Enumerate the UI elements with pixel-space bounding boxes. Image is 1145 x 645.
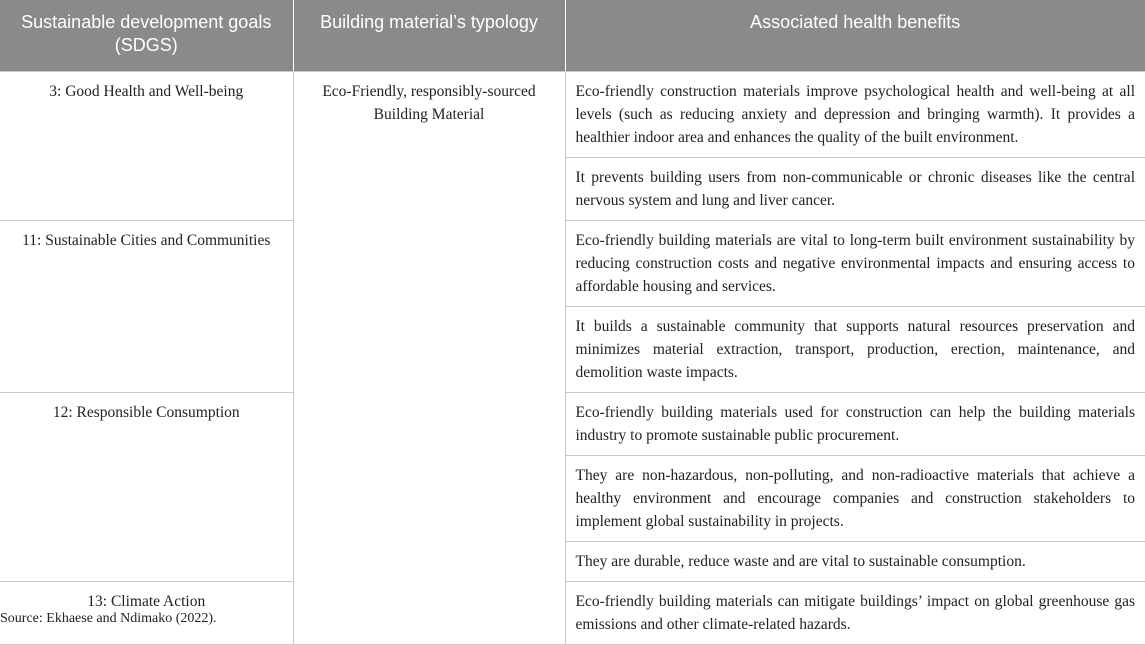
goal-cell: 12: Responsible Consumption	[0, 392, 293, 581]
benefit-cell: Eco-friendly construction materials improve psychological health and well-being at all levels (such as reducing anxiety and depression and bringing warmth). It provides a healthier indoor area and enhances the quality of the built environment.	[565, 71, 1145, 157]
header-sdg: Sustainable development goals (SDGS)	[0, 0, 293, 71]
source-note: Source: Ekhaese and Ndimako (2022).	[0, 611, 217, 626]
benefit-cell: They are non-hazardous, non-polluting, and non-radioactive materials that achieve a healthy environment and encourage companies and construction stakeholders to implement global sustainability in projects.	[565, 455, 1145, 541]
benefit-cell: It builds a sustainable community that supports natural resources preservation and minimizes material extraction, transport, production, erection, maintenance, and demolition waste impacts.	[565, 306, 1145, 392]
header-benefits: Associated health benefits	[565, 0, 1145, 71]
table-row	[0, 71, 1145, 157]
header-row	[0, 0, 1145, 71]
typology-cell: Eco-Friendly, responsibly-sourced Building Material	[293, 71, 565, 644]
goal-cell: 11: Sustainable Cities and Communities	[0, 220, 293, 392]
table-row	[0, 220, 1145, 306]
benefit-cell: They are durable, reduce waste and are vital to sustainable consumption.	[565, 541, 1145, 581]
benefit-cell: Eco-friendly building materials used for construction can help the building materials industry to promote sustainable public procurement.	[565, 392, 1145, 455]
benefit-cell: It prevents building users from non-communicable or chronic diseases like the central nervous system and lung and liver cancer.	[565, 157, 1145, 220]
benefit-cell: Eco-friendly building materials are vital to long-term built environment sustainability by reducing construction costs and negative environmental impacts and ensuring access to affordable housing and services.	[565, 220, 1145, 306]
benefit-cell: Eco-friendly building materials can mitigate buildings’ impact on global greenhouse gas emissions and other climate-related hazards.	[565, 581, 1145, 644]
header-typology: Building material’s typology	[293, 0, 565, 71]
table-row	[0, 392, 1145, 455]
goal-cell: 3: Good Health and Well-being	[0, 71, 293, 220]
goal-cell: 13: Climate Action	[0, 581, 293, 644]
